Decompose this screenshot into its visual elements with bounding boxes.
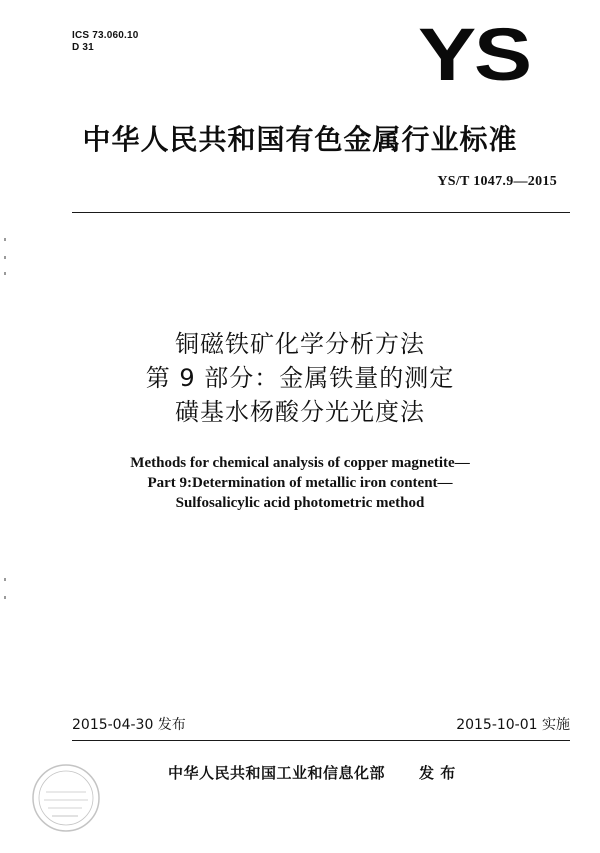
- scan-mark: [4, 238, 6, 241]
- english-title-line-1: Methods for chemical analysis of copper magnetite—: [130, 455, 470, 471]
- ys-logo: YS: [418, 13, 530, 96]
- ics-code: ICS 73.060.10: [72, 30, 139, 41]
- issue-date: 2015-04-30 发布: [72, 717, 186, 733]
- scan-mark: [4, 272, 6, 275]
- standard-title: 中华人民共和国有色金属行业标准: [82, 123, 518, 156]
- scan-mark: [4, 578, 6, 581]
- scan-mark: [4, 256, 6, 259]
- seal-stamp-icon: [30, 762, 102, 834]
- ccs-code: D 31: [72, 42, 94, 53]
- classification-codes: [72, 30, 139, 54]
- issuer-name: 中华人民共和国工业和信息化部: [168, 764, 386, 782]
- footer-divider: [72, 740, 570, 741]
- issuing-authority: [168, 763, 456, 783]
- issue-action: 发 布: [419, 764, 456, 782]
- scan-mark: [4, 596, 6, 599]
- english-title-line-2: Part 9:Determination of metallic iron content—: [147, 475, 453, 491]
- header-divider: [72, 212, 570, 213]
- english-title-line-3: Sulfosalicylic acid photometric method: [175, 495, 425, 511]
- chinese-title-line-2: 第 9 部分：金属铁量的测定: [145, 364, 455, 392]
- standard-number: YS/T 1047.9—2015: [437, 174, 557, 189]
- implementation-date: 2015-10-01 实施: [456, 717, 570, 733]
- chinese-title-line-1: 铜磁铁矿化学分析方法: [175, 330, 425, 358]
- chinese-title-line-3: 磺基水杨酸分光光度法: [175, 398, 425, 426]
